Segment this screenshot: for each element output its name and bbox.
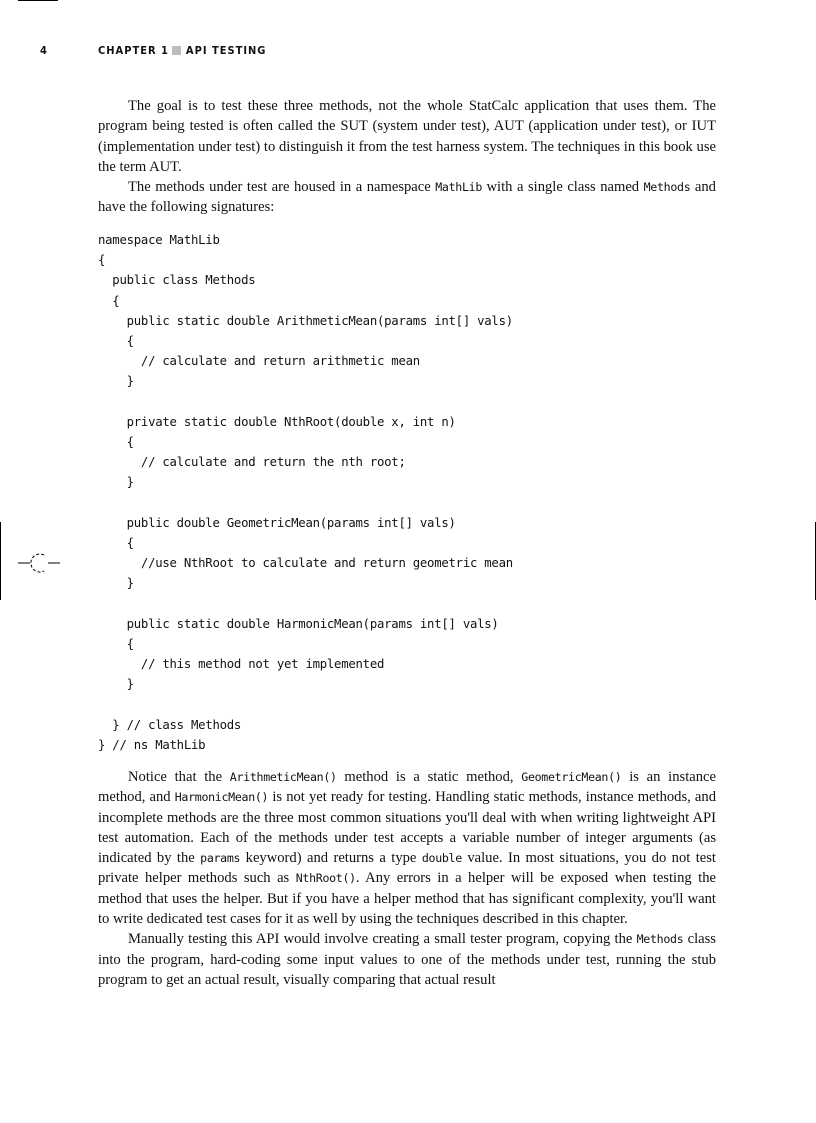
chapter-separator-icon	[172, 46, 181, 55]
paragraph-text: is not yet ready for testing. Handling static methods, instance methods, and incomplete methods are the three most common situations you'll deal with when writing lightweight API test automation. Each of the methods under test accepts a variable number of integer arguments (as indicated by the	[98, 789, 716, 867]
chapter-label	[98, 44, 266, 57]
code-line: // calculate and return the nth root;	[98, 455, 406, 470]
paragraph-text: The methods under test are housed in a namespace	[128, 179, 436, 196]
code-line	[98, 694, 513, 714]
code-line: // this method not yet implemented	[98, 656, 385, 671]
code-line: {	[98, 333, 134, 348]
inline-code: GeometricMean()	[521, 770, 622, 784]
page-number: 4	[40, 44, 48, 57]
code-line: {	[98, 535, 134, 550]
paragraph-text: The goal is to test these three methods, not the whole StatCalc application that uses them. The program being tested is often called the SUT (system under test), AUT (application under test), or IUT (implementation under test) to distinguish it from the test harness system. The techniques in this book use the term AUT.	[98, 98, 716, 175]
inline-code: Methods	[643, 180, 691, 195]
paragraph	[98, 177, 716, 218]
code-line: }	[98, 374, 134, 389]
inline-code: params	[200, 851, 241, 866]
code-line: public double GeometricMean(params int[] vals)	[98, 515, 456, 530]
paragraph-text: . Any errors in a helper will be exposed when testing the method that uses the helper. But if you have a helper method that has significant complexity, you'll want to write dedicated test cases for it as well by using the techniques described in this chapter.	[98, 870, 716, 928]
body-text-top	[98, 96, 716, 218]
paragraph-text: keyword) and returns a type	[240, 850, 422, 867]
code-line: } // class Methods	[98, 717, 242, 732]
paragraph-text: value. In most situations, you do not test private helper methods such as	[98, 850, 716, 887]
crop-mark-top	[18, 0, 58, 1]
paragraph-text: is an instance method, and	[98, 769, 716, 806]
paragraph-text: Notice that the	[128, 769, 230, 785]
inline-code: MathLib	[435, 180, 482, 195]
code-line	[98, 593, 513, 613]
code-line: }	[98, 576, 134, 591]
code-line: private static double NthRoot(double x, int n)	[98, 414, 456, 429]
code-line: public static double ArithmeticMean(params int[] vals)	[98, 313, 513, 328]
code-line: } // ns MathLib	[98, 737, 206, 752]
paragraph-text: Manually testing this API would involve creating a small tester program, copying the	[128, 931, 637, 948]
crop-mark-left	[0, 522, 1, 600]
inline-code: HarmonicMean()	[174, 790, 269, 805]
code-line: public class Methods	[98, 273, 256, 288]
code-line: namespace MathLib	[98, 233, 220, 247]
code-line	[98, 492, 513, 512]
paragraph-text: with a single class named	[482, 179, 644, 196]
inline-code: Methods	[636, 932, 684, 947]
chapter-number: CHAPTER 1	[98, 44, 169, 57]
chapter-title: API TESTING	[185, 44, 267, 57]
code-line: {	[98, 253, 106, 268]
code-line: {	[98, 293, 120, 308]
registration-mark-icon	[18, 548, 62, 578]
code-line: }	[98, 475, 134, 490]
code-line: //use NthRoot to calculate and return geometric mean	[98, 556, 513, 570]
paragraph	[98, 96, 716, 177]
paragraph	[98, 767, 716, 929]
code-listing	[98, 230, 513, 755]
inline-code: double	[421, 851, 462, 866]
body-text-bottom	[98, 767, 716, 990]
code-line	[98, 392, 513, 412]
paragraph	[98, 929, 716, 990]
inline-code: NthRoot()	[295, 871, 356, 886]
code-line: }	[98, 677, 134, 692]
paragraph-text: method is a static method,	[336, 769, 522, 785]
code-line: // calculate and return arithmetic mean	[98, 354, 420, 369]
code-line: public static double HarmonicMean(params int[] vals)	[98, 616, 499, 631]
code-line: {	[98, 434, 134, 449]
code-line: {	[98, 636, 134, 651]
inline-code: ArithmeticMean()	[229, 770, 337, 784]
paragraph-text: class into the program, hard-coding some input values to one of the methods under test, running the stub program to get an actual result, visually comparing that actual result	[98, 931, 716, 988]
paragraph-text: and have the following signatures:	[98, 179, 716, 216]
